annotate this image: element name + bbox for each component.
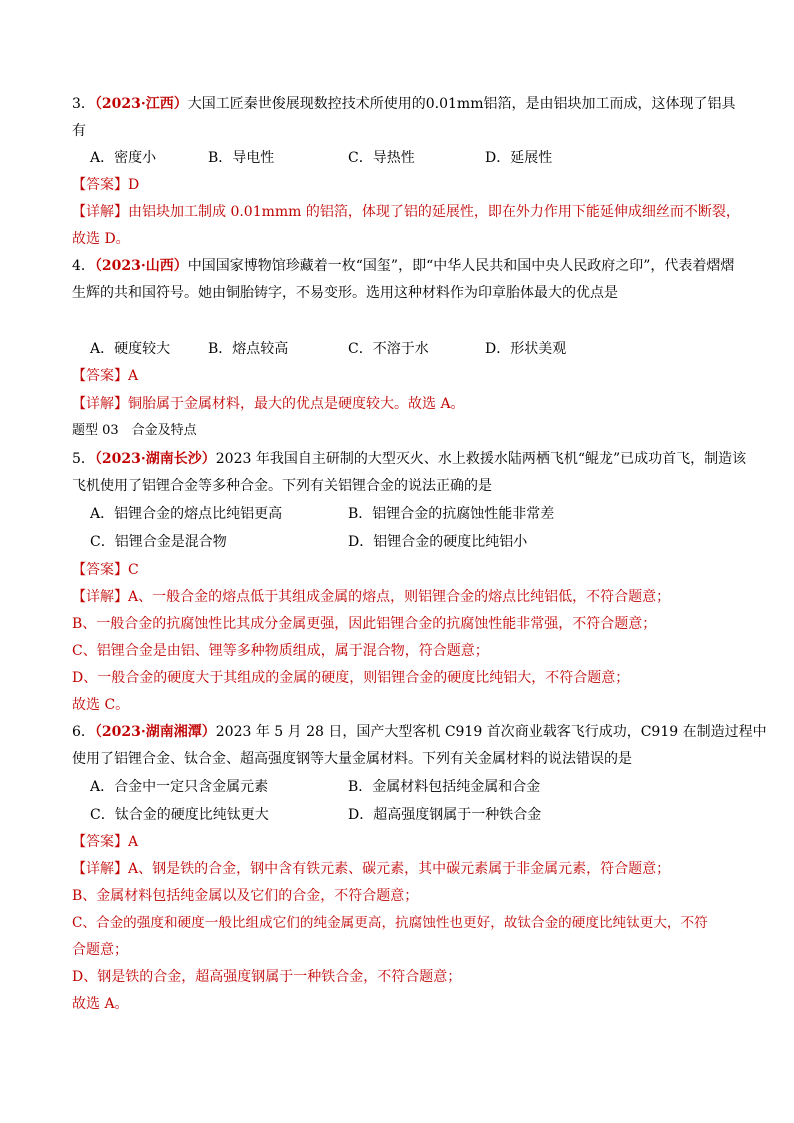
q5-answer <box>72 560 139 580</box>
answer-value: A <box>128 834 139 850</box>
q5-option-d: D．铝锂合金的硬度比纯铝小 <box>348 534 528 550</box>
question-text: 中国国家博物馆珍藏着一枚“国玺”，即“中华人民共和国中央人民政府之印”，代表着熠熠 <box>187 258 735 274</box>
explanation-text: 由铝块加工制成 0.01mmm 的铝箔，体现了铝的延展性，即在外力作用下能延伸成细丝而不断裂， <box>128 204 740 220</box>
q6-option-a: A．合金中一定只含金属元素 <box>90 779 269 795</box>
question-number: 5． <box>72 451 95 467</box>
question-number: 6． <box>72 724 95 740</box>
q6-answer <box>72 832 138 852</box>
q3-answer <box>72 175 139 195</box>
q3-option-c: C．导热性 <box>348 150 415 166</box>
q3-explanation <box>72 202 740 222</box>
q4-stem-cont: 生辉的共和国符号。她由铜胎铸字，不易变形。选用这种材料作为印章胎体最大的优点是 <box>72 285 618 301</box>
answer-label: 【答案】 <box>72 834 128 850</box>
q4-explanation <box>72 394 465 414</box>
question-number: 3． <box>72 96 95 112</box>
q5-stem-cont: 飞机使用了铝锂合金等多种合金。下列有关铝锂合金的说法正确的是 <box>72 478 492 494</box>
q5-explanation-conclusion: 故选 C。 <box>72 697 130 713</box>
explanation-text: 铜胎属于金属材料，最大的优点是硬度较大。故选 A。 <box>128 396 465 412</box>
question-source: （2023·湖南长沙） <box>94 451 216 467</box>
q4-stem <box>72 256 734 276</box>
q3-stem <box>72 94 736 114</box>
q5-option-b: B．铝锂合金的抗腐蚀性能非常差 <box>348 506 555 522</box>
section-heading: 题型 03 合金及特点 <box>72 423 197 438</box>
question-text: 大国工匠秦世俊展现数控技术所使用的0.01mm铝箔，是由铝块加工而成，这体现了铝具 <box>187 96 736 112</box>
q3-option-d: D．延展性 <box>485 150 553 166</box>
q6-stem-cont: 使用了铝锂合金、钛合金、超高强度钢等大量金属材料。下列有关金属材料的说法错误的是 <box>72 751 632 767</box>
explanation-text: A、一般合金的熔点低于其组成金属的熔点，则铝锂合金的熔点比纯铝低，不符合题意； <box>128 589 671 605</box>
explanation-label: 【详解】 <box>72 861 128 877</box>
answer-label: 【答案】 <box>72 562 128 578</box>
q5-stem <box>72 449 746 469</box>
explanation-label: 【详解】 <box>72 204 128 220</box>
q5-option-a: A．铝锂合金的熔点比纯铝更高 <box>90 506 283 522</box>
explanation-label: 【详解】 <box>72 396 128 412</box>
q5-explanation-d: D、一般合金的硬度大于其组成的金属的硬度，则铝锂合金的硬度比纯铝大，不符合题意； <box>72 670 630 686</box>
answer-value: A <box>128 368 139 384</box>
q4-option-d: D．形状美观 <box>485 341 567 357</box>
q4-option-c: C．不溶于水 <box>348 341 429 357</box>
question-number: 4． <box>72 258 95 274</box>
question-source: （2023·江西） <box>94 96 188 112</box>
explanation-label: 【详解】 <box>72 589 128 605</box>
q6-stem <box>72 722 767 742</box>
answer-value: D <box>128 177 140 193</box>
q4-option-a: A．硬度较大 <box>90 341 171 357</box>
q3-option-a: A．密度小 <box>90 150 157 166</box>
q3-stem-cont: 有 <box>72 123 86 139</box>
q6-option-d: D．超高强度钢属于一种铁合金 <box>348 807 542 823</box>
explanation-text: A、钢是铁的合金，钢中含有铁元素、碳元素，其中碳元素属于非金属元素，符合题意； <box>128 861 671 877</box>
q6-explanation-conclusion: 故选 A。 <box>72 996 129 1012</box>
answer-label: 【答案】 <box>72 368 128 384</box>
question-text: 2023 年我国自主研制的大型灭火、水上救援水陆两栖飞机“鲲龙”已成功首飞，制造该 <box>215 451 747 467</box>
q6-option-b: B．金属材料包括纯金属和合金 <box>348 779 541 795</box>
q4-answer <box>72 366 138 386</box>
question-source: （2023·湖南湘潭） <box>94 724 216 740</box>
q3-explanation-cont: 故选 D。 <box>72 231 130 247</box>
q6-explanation-b: B、金属材料包括纯金属以及它们的合金，不符合题意； <box>72 888 419 904</box>
q6-explanation-c: C、合金的强度和硬度一般比组成它们的纯金属更高，抗腐蚀性也更好，故钛合金的硬度比纯钛更大，不符 <box>72 915 708 931</box>
q6-explanation-c-cont: 合题意； <box>72 942 128 958</box>
answer-label: 【答案】 <box>72 177 128 193</box>
answer-value: C <box>128 562 139 578</box>
question-text: 2023 年 5 月 28 日，国产大型客机 C919 首次商业载客飞行成功，C919 在制造过程中 <box>215 724 767 740</box>
q5-option-c: C．铝锂合金是混合物 <box>90 534 227 550</box>
q5-explanation <box>72 587 670 607</box>
q5-explanation-b: B、一般合金的抗腐蚀性比其成分金属更强，因此铝锂合金的抗腐蚀性能非常强，不符合题意； <box>72 616 657 632</box>
q5-explanation-c: C、铝锂合金是由铝、锂等多种物质组成，属于混合物，符合题意； <box>72 643 489 659</box>
q6-explanation <box>72 859 670 879</box>
q6-option-c: C．钛合金的硬度比纯钛更大 <box>90 807 269 823</box>
q3-option-b: B．导电性 <box>208 150 275 166</box>
q6-explanation-d: D、钢是铁的合金，超高强度钢属于一种铁合金，不符合题意； <box>72 969 462 985</box>
question-source: （2023·山西） <box>94 258 188 274</box>
q4-option-b: B．熔点较高 <box>208 341 289 357</box>
